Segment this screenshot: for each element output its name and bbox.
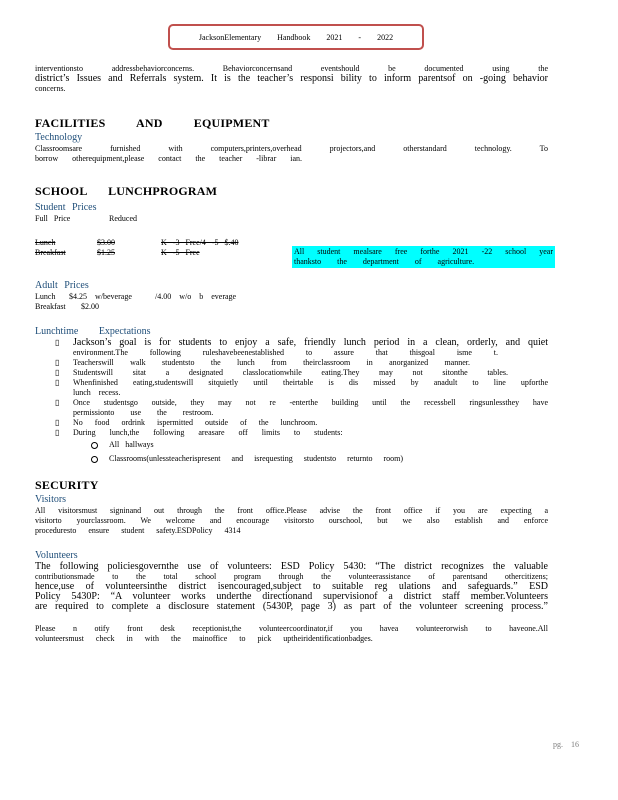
list-item: ▯ Studentswill sitat a designated classlocationwhile eating.They may not sitonthe tables. xyxy=(55,368,508,377)
list-item: All hallways xyxy=(35,440,548,450)
list-item: ▯ During lunch,the following areasare off limits to students: xyxy=(55,428,343,437)
technology-subheading: Technology xyxy=(35,132,83,143)
off-limits-list xyxy=(35,440,548,464)
row-label: Lunch xyxy=(35,238,56,247)
volunteers-paragraph-line-1: Please n otify front desk receptionist,the volunteercoordinator,if you havea volunteerorwish to haveone.All xyxy=(35,624,548,633)
circle-bullet-icon xyxy=(91,442,98,449)
row-full: $3.00 xyxy=(97,238,115,247)
volunteers-line-5: are required to complete a disclosure statement (5430P, page 3) as part of the volunteer screening process.” xyxy=(35,601,548,612)
bullet-icon: ▯ xyxy=(55,378,60,387)
price-columns xyxy=(35,214,548,224)
row-full: $1.25 xyxy=(97,248,115,257)
header-box xyxy=(168,24,424,50)
list-item: ▯ Jackson’s goal is for students to enjoy a safe, friendly lunch period in a clean, orderly, and quiet environment.The following ruleshavebeenestablished to assure that thisgoal isme t. xyxy=(55,337,548,357)
adult-breakfast-price: $2.00 xyxy=(81,302,99,311)
bullet-icon: ▯ xyxy=(55,358,60,367)
volunteers-line-3: hence,use of volunteersinthe district isencouraged,subject to suitable reg ulations and safeguards.” ESD xyxy=(35,581,548,592)
page-number: pg. 16 xyxy=(553,740,579,749)
lunch-heading: SCHOOL LUNCHPROGRAM xyxy=(35,184,218,198)
col-reduced: Reduced xyxy=(109,214,137,223)
adult-breakfast-row xyxy=(35,302,548,312)
volunteers-line-2: contributionsmade to the total school program through the volunteerassistance of parentsand othercitizens; xyxy=(35,572,548,581)
intro-line-3: concerns. xyxy=(35,84,66,93)
expectations-list xyxy=(35,338,548,438)
header-year-end: 2022 xyxy=(377,32,394,42)
intro-line-1: interventionsto addressbehaviorconcerns. Behaviorconcernsand eventshould be documented using the xyxy=(35,64,548,73)
adult-breakfast-label: Breakfast xyxy=(35,302,66,311)
bullet-icon: ▯ xyxy=(55,398,60,407)
list-item: ▯ No food ordrink ispermitted outside of the lunchroom. xyxy=(55,418,318,427)
circle-bullet-icon xyxy=(91,456,98,463)
list-item: ▯ Once studentsgo outside, they may not re -enterthe building until the recessbell ringsunlessthey have permissionto use the restroom. xyxy=(55,398,548,417)
free-meals-note xyxy=(292,246,555,268)
header-title: Handbook xyxy=(277,32,311,42)
volunteers-line-4: Policy 5430P: “A volunteer works underthe directionand supervisionof a district staff member.Volunteers xyxy=(35,591,548,602)
volunteers-subheading: Volunteers xyxy=(35,550,78,561)
free-meals-note-line-1: All student mealsare free forthe 2021 -22 school year xyxy=(294,247,553,256)
header-dash: - xyxy=(358,32,362,42)
adult-lunch-with: $4.25 w/beverage xyxy=(69,292,132,301)
adult-lunch-label: Lunch xyxy=(35,292,56,301)
technology-line-1: Classroomsare furnished with computers,printers,overhead projectors,and otherstandard technology. To xyxy=(35,144,548,153)
list-item: Classrooms(unlessteacherispresent and isrequesting studentsto returnto room) xyxy=(35,454,548,464)
adult-prices-subheading: Adult Prices xyxy=(35,280,89,291)
visitors-subheading: Visitors xyxy=(35,494,67,505)
facilities-heading: FACILITIES AND EQUIPMENT xyxy=(35,116,270,130)
visitors-line-2: visitorto yourclassroom. We welcome and encourage visitorsto ourschool, but we also establish and enforce xyxy=(35,516,548,525)
free-meals-note-line-2: thanksto the department of agriculture. xyxy=(294,257,475,266)
student-prices-subheading: Student Prices xyxy=(35,202,97,213)
adult-lunch-row xyxy=(35,292,548,302)
page-body xyxy=(35,64,548,644)
row-reduced: K -5 Free xyxy=(161,248,200,257)
header-school: JacksonElementary xyxy=(198,32,262,42)
col-full-price: Full Price xyxy=(35,214,71,223)
volunteers-line-1: The following policiesgovernthe use of volunteers: ESD Policy 5430: “The district recognizes the valuable xyxy=(35,561,548,572)
row-label: Breakfast xyxy=(35,248,66,257)
bullet-icon: ▯ xyxy=(55,338,60,347)
visitors-line-1: All visitorsmust signinand out through the front office.Please advise the front office if you are expecting a xyxy=(35,506,548,515)
list-item: ▯ Whenfinished eating,studentswill sitquietly until theirtable is dis missed by anadult to line upforthe lunch recess. xyxy=(55,378,548,397)
adult-lunch-without: /4.00 w/o b everage xyxy=(155,292,237,301)
header-year-start: 2021 xyxy=(326,32,343,42)
security-heading: SECURITY xyxy=(35,478,99,492)
volunteers-paragraph-line-2: volunteersmust check in with the mainoffice to pick uptheiridentificationbadges. xyxy=(35,634,373,643)
lunchtime-expectations-subheading: Lunchtime Expectations xyxy=(35,326,151,337)
row-reduced: K -3 Free/4 -5 $.40 xyxy=(161,238,239,247)
visitors-line-3: proceduresto ensure student safety.ESDPolicy 4314 xyxy=(35,526,241,535)
technology-line-2: borrow otherequipment,please contact the teacher -librar ian. xyxy=(35,154,303,163)
bullet-icon: ▯ xyxy=(55,368,60,377)
bullet-icon: ▯ xyxy=(55,418,60,427)
intro-line-2: district’s Issues and Referrals system. It is the teacher’s responsi bility to inform parentsof on -going behavior xyxy=(35,73,548,84)
list-item: ▯ Teacherswill walk studentsto the lunch from theirclassroom in anorganized manner. xyxy=(55,358,470,367)
bullet-icon: ▯ xyxy=(55,428,60,437)
